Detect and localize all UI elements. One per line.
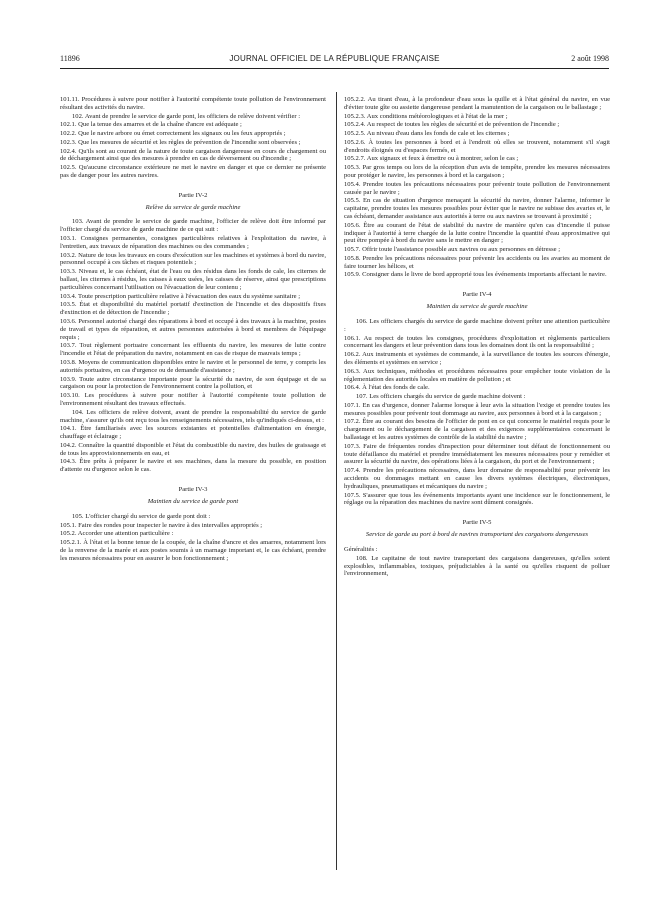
article-item: 103.2. Nature de tous les travaux en cours d'exécution sur les machines et systèmes à bord du navire, personnel occupé à ces tâches et risques potentiels ; (60, 251, 326, 267)
article-paragraph: 102. Avant de prendre le service de garde pont, les officiers de relève doivent vérifier : (72, 112, 301, 120)
column-divider (336, 92, 337, 870)
article-item: 104.2. Connaître la quantité disponible et l'état du combustible du navire, des huiles de graissage et de tous les approvisionnements en eau, et (60, 441, 326, 457)
section-subtitle: Maintien du service de garde pont (147, 497, 239, 505)
article-item: 105.3. Par gros temps ou lors de la réception d'un avis de tempête, prendre les mesures nécessaires pour protéger le navire, les personnes à bord et la cargaison ; (344, 164, 610, 179)
article-item: 101.11. Procédures à suivre pour notifier à l'autorité compétente toute pollution de l'environnement résultant des activités du navire. (60, 96, 326, 111)
article-item: 107.2. Être au courant des besoins de l'officier de pont en ce qui concerne le matériel requis pour le chargement ou le déchargement de la cargaison et des exigences supplémentaires concernant le ballastage et les autres systèmes de contrôle de la stabilité du navire ; (344, 418, 610, 441)
section-subtitle: Relève du service de garde machine (145, 203, 241, 211)
article-item: 105.2. Accorder une attention particulière : (60, 530, 174, 538)
article-item: 103.10. Les procédures à suivre pour notifier à l'autorité compétente toute pollution de l'environnement résultant des travaux effectués. (60, 392, 326, 407)
article-item: 105.2.4. Au respect de toutes les règles de sécurité et de prévention de l'incendie ; (344, 121, 560, 129)
section-heading: Partie IV-4 (462, 291, 492, 299)
article-item: 104.1. Être familiarisés avec les sources existantes et potentielles d'alimentation en énergie, chauffage et éclairage ; (60, 425, 326, 441)
article-paragraph: 106. Les officiers chargés du service de garde machine doivent prêter une attention particulière : (344, 317, 610, 333)
article-item: 104.3. Être prêts à préparer le navire et ses machines, dans la mesure du possible, en position d'attente ou d'urgence selon le cas. (60, 458, 326, 474)
journal-title: JOURNAL OFFICIEL DE LA RÉPUBLIQUE FRANÇAISE (229, 54, 440, 63)
article-paragraph: 103. Avant de prendre le service de garde machine, l'officier de relève doit être informé par l'officier chargé du service de garde machine de ce qui suit : (60, 218, 326, 234)
article-item: 103.1. Consignes permanentes, consignes particulières relatives à l'exploitation du navire, à l'entretien, aux travaux de réparation des machines ou des commandes ; (60, 235, 326, 250)
section-heading: Partie IV-2 (178, 191, 208, 199)
article-item: 103.4. Toute prescription particulière relative à l'évacuation des eaux du système sanitaire ; (60, 292, 301, 300)
article-item: 106.2. Aux instruments et systèmes de commande, à la surveillance de toutes les sources d'énergie, des éléments et systèmes en service ; (344, 351, 610, 366)
page-number: 11896 (60, 54, 80, 63)
article-item: 102.1. Que la tenue des amarres et de la chaîne d'ancre est adéquate ; (60, 121, 242, 129)
article-item: 107.3. Faire de fréquentes rondes d'inspection pour déterminer tout défaut de fonctionnement ou toute défaillance du matériel et prendre immédiatement les mesures nécessaires pour y remédier et assurer la sécurité du navire, des opérations liées à la cargaison, du port et de l'environnement ; (344, 442, 610, 466)
article-item: 103.8. Moyens de communication disponibles entre le navire et le personnel de terre, y compris les autorités portuaires, en cas d'urgence ou de demande d'assistance ; (60, 358, 326, 374)
article-item: 107.1. En cas d'urgence, donner l'alarme lorsque à leur avis la situation l'exige et prendre toutes les mesures possibles pour prévenir tout dommage au navire, aux personnes à bord et à la cargaison ; (344, 401, 610, 417)
article-item: 102.2. Que le navire arbore ou émet correctement les signaux ou les feux appropriés ; (60, 130, 286, 138)
article-item: 105.2.5. Au niveau d'eau dans les fonds de cale et les citernes ; (344, 130, 510, 138)
article-item: 105.6. Être au courant de l'état de stabilité du navire de manière qu'en cas d'incendie il puisse indiquer à l'autorité à terre chargée de la lutte contre l'incendie la quantité d'eau approximative qui peut être pompée à bord du navire sans le mettre en danger ; (344, 221, 610, 245)
article-item: 103.7. Tout règlement portuaire concernant les effluents du navire, les mesures de lutte contre l'incendie et l'état de préparation du navire, notamment en cas de risque de mauvais temps ; (60, 342, 326, 358)
article-item: 106.3. Aux techniques, méthodes et procédures nécessaires pour empêcher toute violation de la réglementation des autorités locales en matière de pollution ; et (344, 367, 610, 383)
article-item: 107.5. S'assurer que tous les événements importants ayant une incidence sur le fonctionnement, le réglage ou la réparation des machines du navire sont dûment consignés. (344, 491, 610, 507)
article-item: 105.2.3. Aux conditions météorologiques et à l'état de la mer ; (344, 112, 508, 120)
header-rule (60, 68, 609, 69)
article-paragraph: 108. Le capitaine de tout navire transportant des cargaisons dangereuses, qu'elles soient explosibles, inflammables, toxiques, préjudiciables à la santé ou qu'elles risquent de polluer l'environnement, (344, 554, 610, 578)
article-item: 103.6. Personnel autorisé chargé des réparations à bord et occupé à des travaux à la machine, postes de travail et types de réparation, et autres personnes autorisées à bord et membres de l'équipage requis ; (60, 317, 326, 341)
left-column (60, 96, 326, 563)
article-item: 102.5. Qu'aucune circonstance extérieure ne met le navire en danger et que ce dernier ne présente pas de danger pour les autres navires. (60, 164, 326, 179)
issue-date: 2 août 1998 (571, 54, 609, 63)
article-item: 105.9. Consigner dans le livre de bord approprié tous les événements importants affectant le navire. (344, 271, 607, 279)
article-item: 105.2.6. À toutes les personnes à bord et à l'endroit où elles se trouvent, notamment s'il s'agit d'endroits éloignés ou d'espaces fermés, et (344, 138, 610, 154)
article-paragraph: 107. Les officiers chargés du service de garde machine doivent : (356, 392, 526, 400)
article-item: 103.5. État et disponibilité du matériel portatif d'extinction de l'incendie et des dispositifs fixes d'extinction et de détection de l'incendie ; (60, 301, 326, 317)
right-column (344, 96, 610, 579)
article-item: 103.9. Toute autre circonstance importante pour la sécurité du navire, de son équipage et de sa cargaison ou pour la protection de l'environnement contre la pollution, et (60, 375, 326, 391)
article-item: 105.2.1. À l'état et la bonne tenue de la coupée, de la chaîne d'ancre et des amarres, notamment lors de la renverse de la marée et aux postes soumis à un marnage important et, le cas échéant, prendre les mesures nécessaires pour en assurer le bon fonctionnement ; (60, 538, 326, 562)
article-item: 105.5. En cas de situation d'urgence menaçant la sécurité du navire, donner l'alarme, informer le capitaine, prendre toutes les mesures possibles pour éviter que le navire ne subisse des avaries et, le cas échéant, demander assistance aux autorités à terre ou aux navires se trouvant à proximité ; (344, 197, 610, 220)
subheading: Généralités : (344, 545, 378, 553)
section-subtitle: Service de garde au port à bord de navires transportant des cargaisons dangereuses (365, 531, 589, 539)
article-item: 105.2.7. Aux signaux et feux à émettre ou à montrer, selon le cas ; (344, 155, 519, 163)
section-heading: Partie IV-3 (178, 486, 208, 494)
section-heading: Partie IV-5 (462, 519, 492, 527)
page-header (60, 53, 609, 65)
article-item: 105.4. Prendre toutes les précautions nécessaires pour prévenir toute pollution de l'environnement causée par le navire ; (344, 180, 610, 196)
article-item: 102.3. Que les mesures de sécurité et les règles de prévention de l'incendie sont observées ; (60, 138, 301, 146)
article-item: 103.3. Niveau et, le cas échéant, état de l'eau ou des résidus dans les fonds de cale, les citernes de ballast, les citernes à résidus, les caisses à eaux usées, les caisses de réserve, ainsi que prescriptions particulières concernant l'utilisation ou l'évacuation de leur contenu ; (60, 268, 326, 291)
article-paragraph: 105. L'officier chargé du service de garde pont doit : (72, 512, 211, 520)
article-item: 102.4. Qu'ils sont au courant de la nature de toute cargaison dangereuse en cours de chargement ou de déchargement ainsi que des mesures à prendre en cas de déversement ou d'incendie ; (60, 147, 326, 163)
article-item: 106.4. À l'état des fonds de cale. (344, 384, 430, 392)
article-item: 105.7. Offrir toute l'assistance possible aux navires ou aux personnes en détresse ; (344, 246, 561, 254)
article-item: 105.2.2. Au tirant d'eau, à la profondeur d'eau sous la quille et à l'état général du navire, en vue d'éviter toute gîte ou assiette dangereuse pendant la manutention de la cargaison ou le ballastage ; (344, 96, 610, 111)
article-item: 106.1. Au respect de toutes les consignes, procédures d'exploitation et règlements particuliers concernant les dangers et leur prévention dans tous les domaines dont ils ont la responsabilité ; (344, 334, 610, 350)
article-item: 105.8. Prendre les précautions nécessaires pour prévenir les accidents ou les avaries au moment de faire tourner les hélices, et (344, 254, 610, 270)
section-subtitle: Maintien du service de garde machine (426, 303, 528, 311)
article-item: 105.1. Faire des rondes pour inspecter le navire à des intervalles appropriés ; (60, 521, 263, 529)
article-paragraph: 104. Les officiers de relève doivent, avant de prendre la responsabilité du service de garde machine, s'assurer qu'ils ont reçu tous les renseignements nécessaires, tels qu'indiqués ci-dessus, et : (60, 408, 326, 424)
article-item: 107.4. Prendre les précautions nécessaires, dans leur domaine de responsabilité pour prévenir les accidents ou dommages mettant en cause les divers systèmes électriques, électroniques, hydrauliques, pneumatiques et mécaniques du navire ; (344, 467, 610, 490)
